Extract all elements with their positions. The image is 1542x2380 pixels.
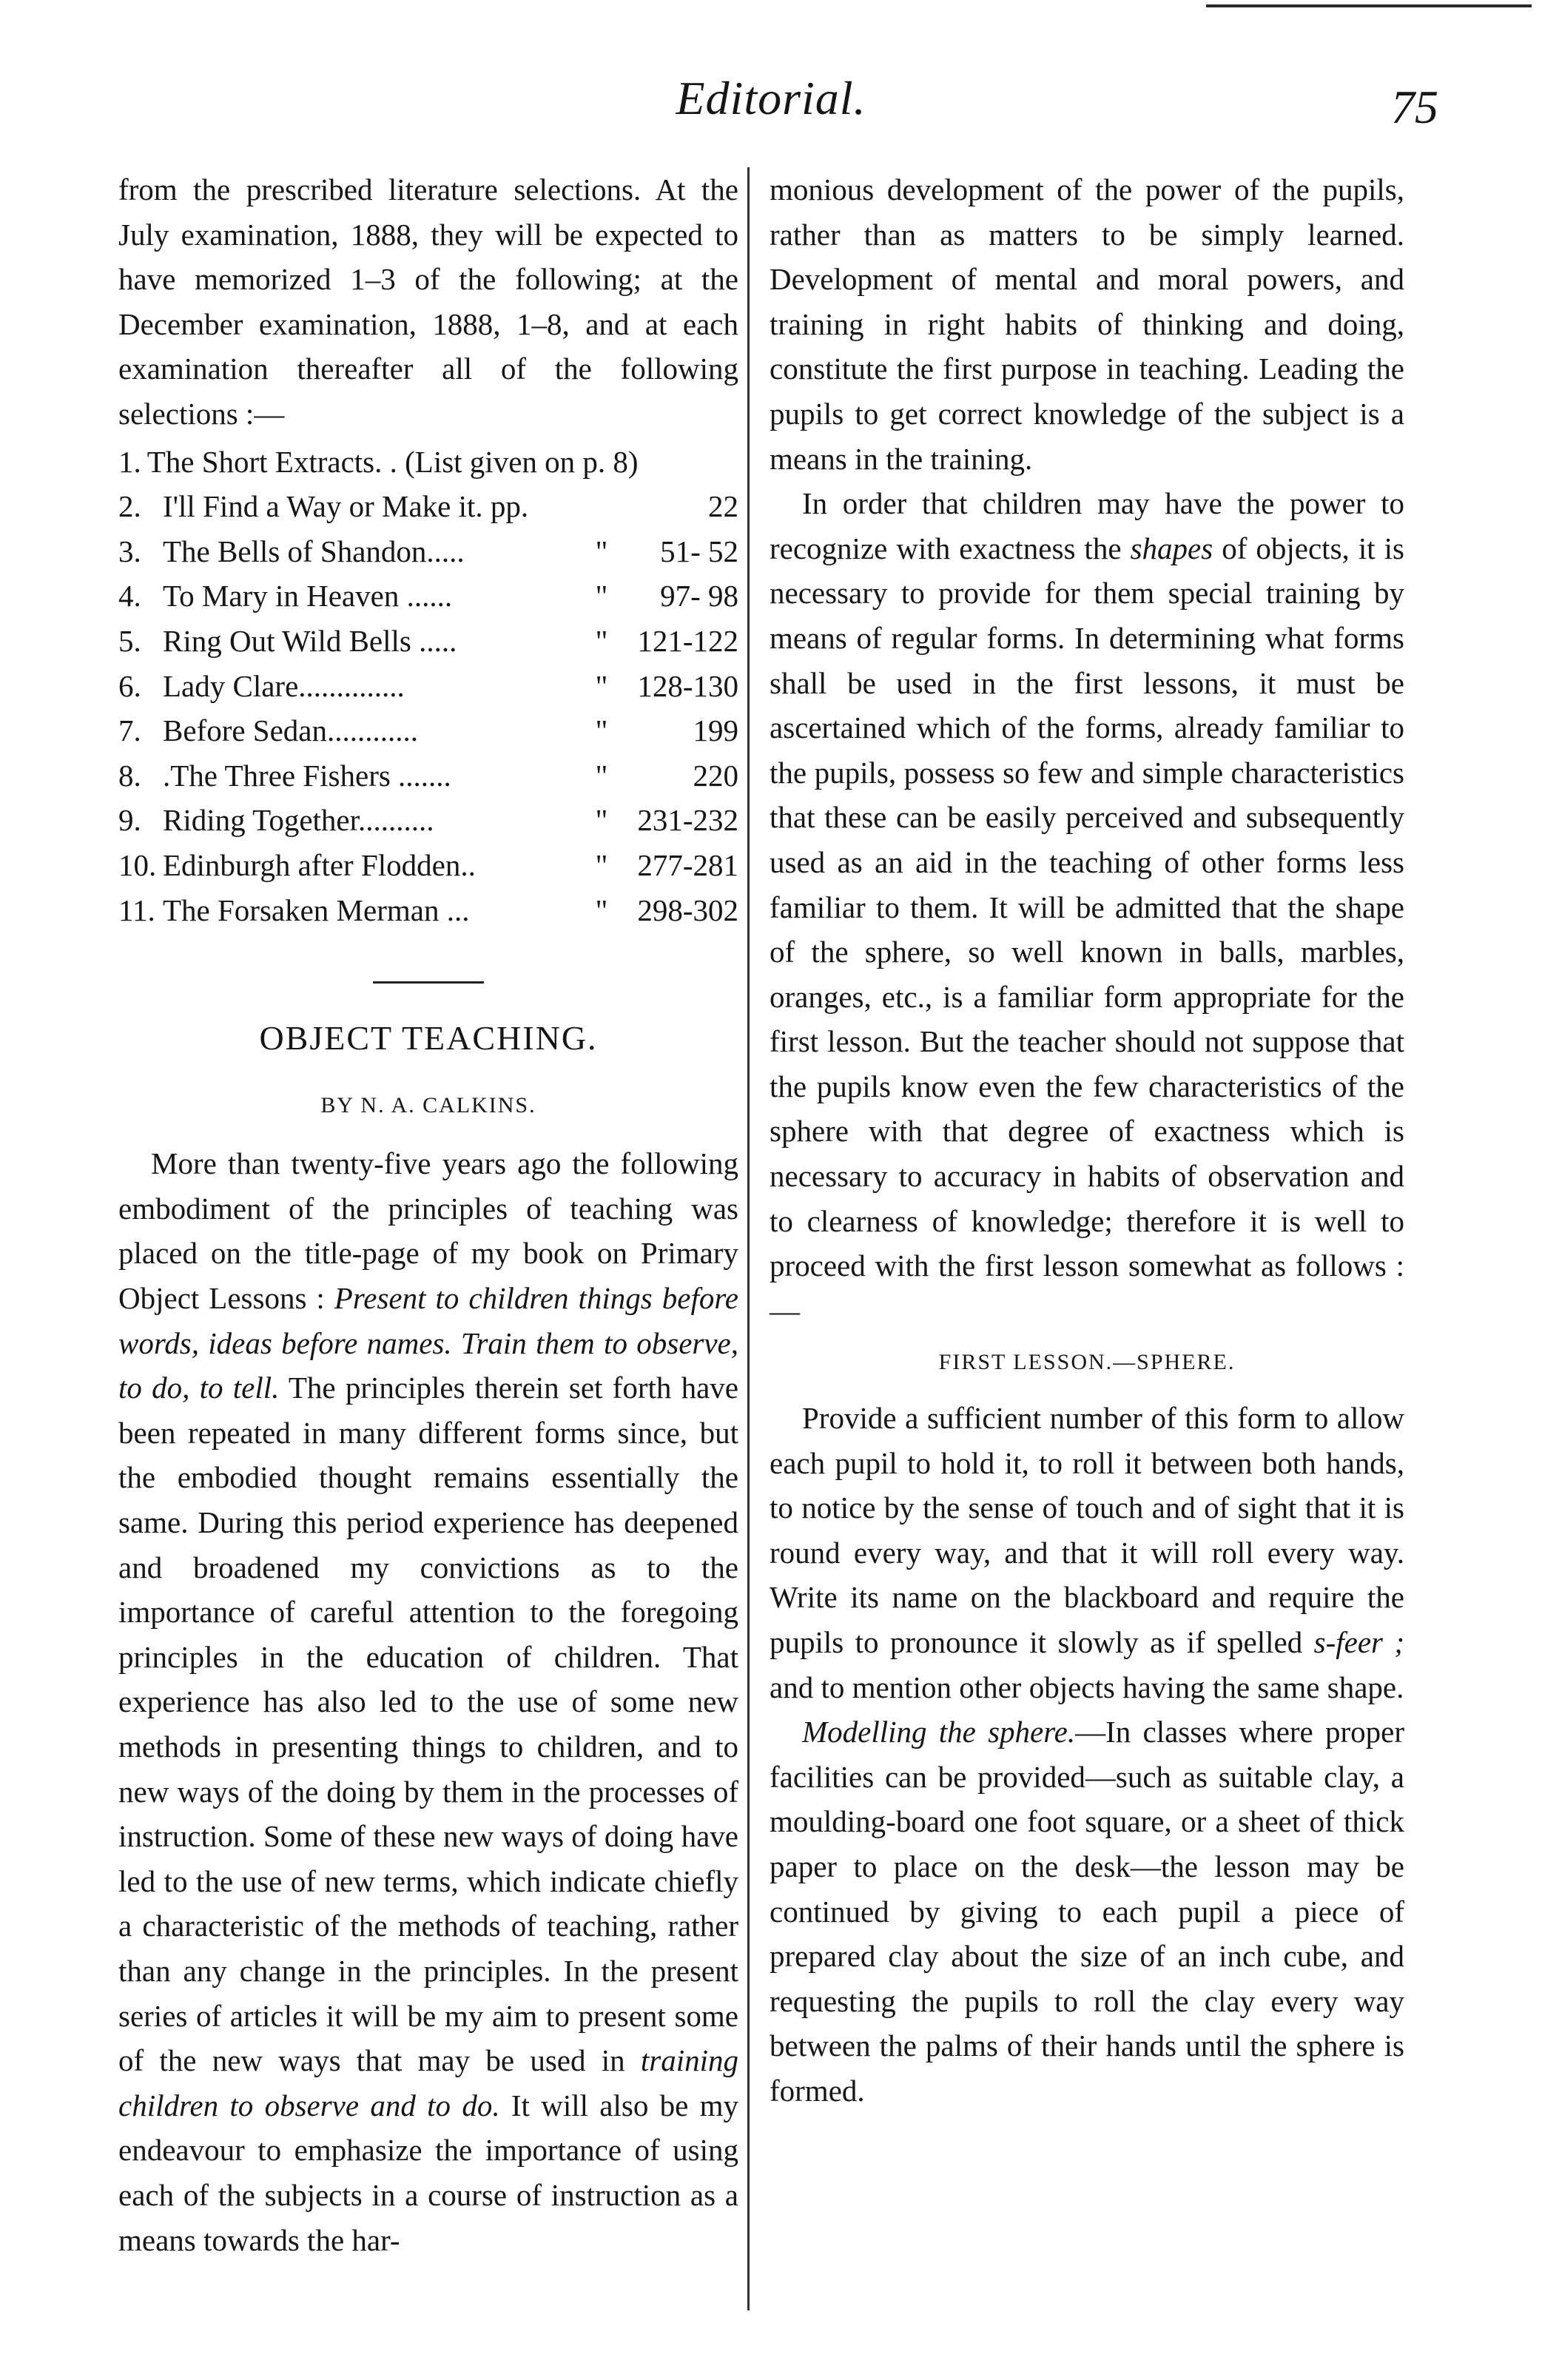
para2-text-b: of objects, it is necessary to provide for them special training by means of regular forms. In determining what forms shall be used in the first lessons, it must be ascertained which of the forms, already familiar to the pupils, possess so few and simple characteristics that these can be easily perceived and subsequently used as an aid in the teaching of other forms less familiar to them. It will be admitted that the shape of the sphere, so well known in balls, marbles, oranges, etc., is a familiar form appropriate for the first lesson. But the teacher should not suppose that the pupils know even the few characteristics of the sphere with that degree of exactness which is necessary to accuracy in habits of observation and to clearness of knowledge; therefore it is well to proceed with the first lesson somewhat as follows :— <box>770 531 1404 1328</box>
selection-number: 2. <box>118 489 141 524</box>
ditto-mark: " <box>595 623 608 658</box>
selection-title: Riding Together.......... <box>163 803 434 838</box>
selection-title: Lady Clare.............. <box>163 668 405 703</box>
selection-title: Edinburgh after Flodden.. <box>163 847 476 882</box>
para1-text-a: More than twenty-five years ago the following embodiment of the principles of teaching was placed on the title-page of my book on Primary Object Lessons : <box>118 1146 738 1316</box>
para1-text-b: The principles therein set forth have been repeated in many different forms since, but the embodied thought remains essentially the same. During this period experience has deepened and broadened my convictions as to the importance of careful attention to the foregoing principles in the education of children. That experience has also led to the use of some new methods in presenting things to children, and to new ways of the doing by them in the processes of instruction. Some of these new ways of doing have led to the use of new terms, which indicate chiefly a characteristic of the methods of teaching, rather than any change in the principles. In the present series of articles it will be my aim to present some of the new ways that may be used in <box>118 1371 738 2078</box>
column-divider <box>747 167 750 2310</box>
selection-number: 10. <box>118 847 157 882</box>
article-paragraph-1 <box>118 1141 738 2262</box>
selection-pages: 22 <box>708 489 738 524</box>
ditto-mark: " <box>595 892 608 927</box>
section-title: OBJECT TEACHING. <box>259 1019 598 1058</box>
article-paragraph-3 <box>770 1396 1404 1710</box>
selection-item <box>118 708 738 753</box>
selection-title: Before Sedan............ <box>163 713 418 748</box>
para2-text-a: In order that children may have the power to recognize with exactness the <box>770 486 1404 565</box>
para4-italic-heading: Modelling the sphere. <box>802 1715 1076 1749</box>
para3-text-a: Provide a sufficient number of this form to allow each pupil to hold it, to roll it between both hands, to notice by the sense of touch and of sight that it is round every way, and that it will roll every way. Write its name on the blackboard and require the pupils to pronounce it slowly as if spelled <box>770 1401 1404 1659</box>
selection-number: 1. <box>118 444 141 479</box>
section-separator <box>373 981 484 984</box>
selection-number: 4. <box>118 579 141 614</box>
right-column <box>770 167 1404 2114</box>
article-paragraph-4 <box>770 1710 1404 2113</box>
selection-pages: 220 <box>693 758 738 793</box>
selection-number: 7. <box>118 713 141 748</box>
selection-number: 11. <box>118 892 155 927</box>
running-head: Editorial. <box>676 72 866 124</box>
intro-paragraph: from the prescribed literature selections. At the July examination, 1888, they will be expected to have memorized 1–3 of the following; at the December examination, 1888, 1–8, and at each examination thereafter all of the following selections :— <box>118 172 738 431</box>
para1-italic-phrase: training children to observe and to do. <box>118 2043 738 2122</box>
left-column <box>118 167 738 2262</box>
selection-item <box>118 440 738 485</box>
para4-text: —In classes where proper facilities can be provided—such as suitable clay, a moulding-board one foot square, or a sheet of thick paper to place on the desk—the lesson may be continued by giving to each pupil a piece of prepared clay about the size of an inch cube, and requesting the pupils to roll the clay every way between the palms of their hands until the sphere is formed. <box>770 1715 1404 2108</box>
selection-pages: 298-302 <box>637 892 738 927</box>
selection-pages: 97- 98 <box>660 579 738 614</box>
selection-title: The Short Extracts. . (List given on p. 8) <box>147 444 639 479</box>
selection-title: .The Three Fishers ....... <box>163 758 451 793</box>
continued-paragraph: monious development of the power of the pupils, rather than as matters to be simply learned. Development of mental and moral powers, and training in right habits of thinking and doing, constitute the first purpose in teaching. Leading the pupils to get correct knowledge of the subject is a means in the training. <box>770 172 1404 476</box>
ditto-mark: " <box>595 713 608 748</box>
selection-item <box>118 529 738 574</box>
selection-pages: 277-281 <box>637 847 738 882</box>
selection-item <box>118 798 738 843</box>
selection-pages: 121-122 <box>637 623 738 658</box>
selection-pages: 199 <box>693 713 738 748</box>
ditto-mark: " <box>595 668 608 703</box>
lesson-heading: FIRST LESSON.—SPHERE. <box>938 1350 1236 1375</box>
selection-number: 5. <box>118 623 141 658</box>
selection-number: 9. <box>118 803 141 838</box>
selection-pages: 51- 52 <box>660 534 738 568</box>
ditto-mark: " <box>595 534 608 568</box>
selection-number: 6. <box>118 668 141 703</box>
ditto-mark: " <box>595 847 608 882</box>
selection-item <box>118 619 738 664</box>
ditto-mark: " <box>595 803 608 838</box>
selection-title: To Mary in Heaven ...... <box>163 579 453 614</box>
ditto-mark: " <box>595 579 608 614</box>
para1-text-c: It will also be my endeavour to emphasize the importance of using each of the subjects in a course of instruction as a means towards the har- <box>118 2088 738 2257</box>
para3-italic-spelling: s-feer ; <box>1313 1625 1405 1659</box>
selections-list <box>118 440 738 933</box>
para3-text-b: and to mention other objects having the same shape. <box>770 1670 1404 1704</box>
selection-item <box>118 843 738 888</box>
page-number: 75 <box>1391 81 1438 133</box>
selection-pages: 128-130 <box>637 668 738 703</box>
para2-italic-word: shapes <box>1130 531 1213 565</box>
selection-item <box>118 574 738 619</box>
selection-item <box>118 888 738 933</box>
ditto-mark: " <box>595 758 608 793</box>
selection-title: I'll Find a Way or Make it. pp. <box>163 489 529 524</box>
selection-number: 8. <box>118 758 141 793</box>
selection-item <box>118 753 738 799</box>
selection-item <box>118 664 738 709</box>
selection-title: Ring Out Wild Bells ..... <box>163 623 457 658</box>
motto-text: Present to children things before words, ideas before names. Train them to observe, to do, to tell. <box>118 1281 738 1405</box>
selection-number: 3. <box>118 534 141 568</box>
article-paragraph-2 <box>770 481 1404 1333</box>
selection-item <box>118 484 738 529</box>
selection-title: The Bells of Shandon..... <box>163 534 465 568</box>
top-edge-rule <box>1206 4 1532 7</box>
selection-pages: 231-232 <box>637 803 738 838</box>
selection-title: The Forsaken Merman ... <box>163 892 470 927</box>
author-byline: BY N. A. CALKINS. <box>320 1092 536 1117</box>
